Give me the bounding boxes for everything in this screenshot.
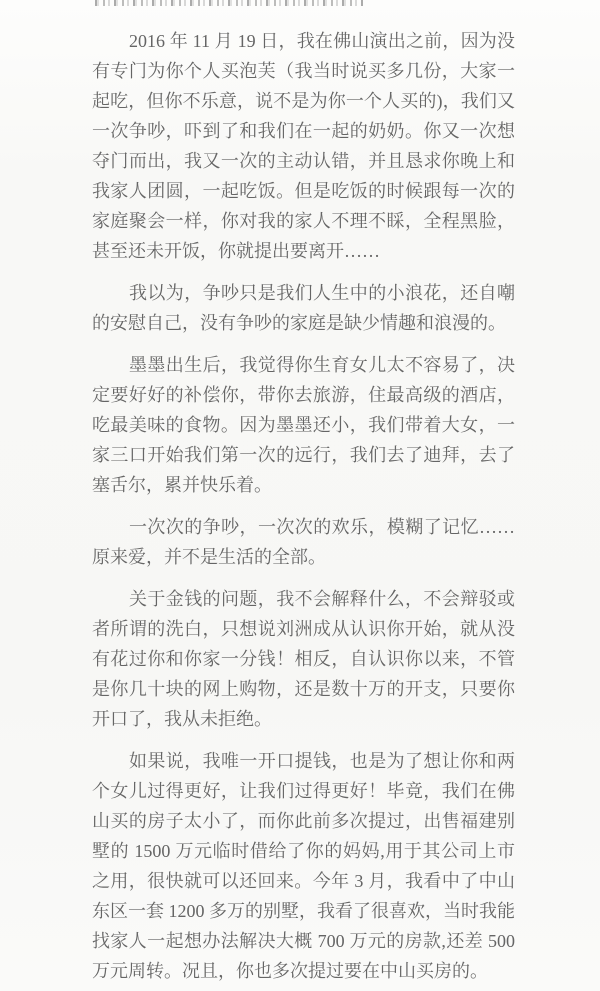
text-line: 有花过你和你家一分钱！相反，自认识你以来，不管 [92, 649, 515, 669]
paragraph [92, 26, 515, 266]
text-line: 是你几十块的网上购物，还是数十万的开支，只要你 [92, 679, 515, 699]
document-body [92, 26, 515, 991]
text-line: 我家人团圆，一起吃饭。但是吃饭的时候跟每一次的 [92, 181, 515, 201]
text-line: 一次次的争吵，一次次的欢乐，模糊了记忆…… [129, 517, 515, 537]
paragraph [92, 350, 515, 500]
text-line: 开口了，我从未拒绝。 [92, 709, 272, 729]
text-line: 塞舌尔，累并快乐着。 [92, 475, 272, 495]
text-line: 定要好好的补偿你，带你去旅游，住最高级的酒店， [92, 385, 515, 405]
text-line: 家庭聚会一样，你对我的家人不理不睬，全程黑脸， [92, 211, 515, 231]
text-line: 一次争吵，吓到了和我们在一起的奶奶。你又一次想 [92, 121, 515, 141]
text-line: 我以为，争吵只是我们人生中的小浪花，还自嘲 [129, 283, 515, 303]
text-line: 家三口开始我们第一次的远行，我们去了迪拜，去了 [92, 445, 515, 465]
paragraph [92, 746, 515, 986]
text-line: 墅的 1500 万元临时借给了你的妈妈,用于其公司上市 [92, 841, 515, 861]
text-line: 者所谓的洗白，只想说刘洲成从认识你开始，就从没 [92, 619, 515, 639]
text-line: 起吃，但你不乐意，说不是为你一个人买的)，我们又 [92, 91, 515, 111]
text-line: 如果说，我唯一开口提钱，也是为了想让你和两 [129, 751, 515, 771]
text-line: 有专门为你个人买泡芙（我当时说买多几份，大家一 [92, 61, 515, 81]
text-line: 山买的房子太小了，而你此前多次提过，出售福建别 [92, 811, 515, 831]
paragraph [92, 584, 515, 734]
text-line: 万元周转。况且，你也多次提过要在中山买房的。 [92, 961, 488, 981]
text-line: 2016 年 11 月 19 日，我在佛山演出之前，因为没 [129, 31, 515, 51]
paragraph [92, 278, 515, 338]
text-line: 东区一套 1200 多万的别墅，我看了很喜欢，当时我能 [92, 901, 515, 921]
paragraph [92, 512, 515, 572]
text-line: 甚至还未开饭，你就提出要离开…… [92, 241, 380, 261]
text-line: 找家人一起想办法解决大概 700 万元的房款,还差 500 [92, 931, 515, 951]
text-line: 墨墨出生后，我觉得你生育女儿太不容易了，决 [129, 355, 515, 375]
text-line: 原来爱，并不是生活的全部。 [92, 547, 326, 567]
text-line: 之用，很快就可以还回来。今年 3 月，我看中了中山 [92, 871, 515, 891]
text-line: 吃最美味的食物。因为墨墨还小，我们带着大女，一 [92, 415, 515, 435]
cropped-text-line-top [95, 0, 363, 6]
text-line: 夺门而出，我又一次的主动认错，并且恳求你晚上和 [92, 151, 515, 171]
text-line: 关于金钱的问题，我不会解释什么，不会辩驳或 [129, 589, 515, 609]
text-line: 个女儿过得更好，让我们过得更好！毕竟，我们在佛 [92, 781, 515, 801]
text-line: 的安慰自己，没有争吵的家庭是缺少情趣和浪漫的。 [92, 313, 506, 333]
